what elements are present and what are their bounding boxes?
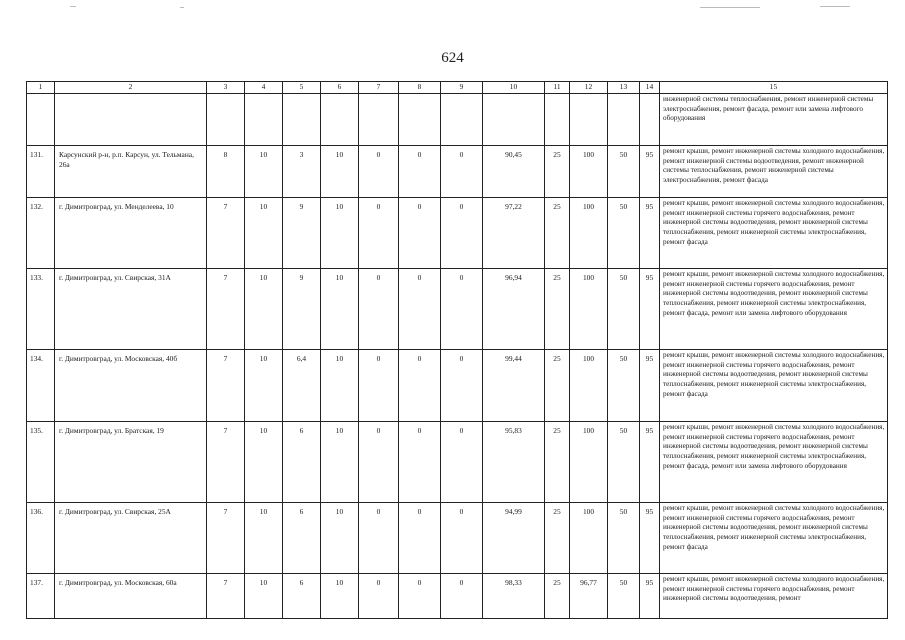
value-cell: 95 [640, 503, 660, 574]
value-cell: 10 [321, 574, 359, 619]
value-cell: 7 [207, 198, 245, 269]
value-cell: 0 [359, 146, 399, 198]
column-header: 12 [570, 82, 608, 94]
value-cell: 7 [207, 350, 245, 422]
works-cell: ремонт крыши, ремонт инженерной системы холодного водоснабжения, ремонт инженерной системы водоотведения, ремонт инженерной системы теплоснабжения, ремонт инженерной системы электроснабжения, ремонт фасада [660, 146, 888, 198]
value-cell: 0 [399, 350, 441, 422]
value-cell: 0 [441, 422, 483, 503]
value-cell: 0 [441, 146, 483, 198]
value-cell: 50 [608, 422, 640, 503]
value-cell: 97,22 [483, 198, 545, 269]
table-row [27, 198, 888, 269]
value-cell: 0 [359, 350, 399, 422]
value-cell: 95 [640, 146, 660, 198]
table-row [27, 503, 888, 574]
value-cell: 10 [245, 574, 283, 619]
value-cell: 10 [321, 198, 359, 269]
value-cell: 90,45 [483, 146, 545, 198]
value-cell: 7 [207, 574, 245, 619]
value-cell: 100 [570, 422, 608, 503]
value-cell: 9 [283, 198, 321, 269]
value-cell: 9 [283, 269, 321, 350]
value-cell: 0 [441, 503, 483, 574]
value-cell: 0 [359, 422, 399, 503]
value-cell: 0 [359, 503, 399, 574]
value-cell: 0 [359, 574, 399, 619]
table-row [27, 269, 888, 350]
value-cell: 6 [283, 503, 321, 574]
column-header: 15 [660, 82, 888, 94]
value-cell: 95 [640, 422, 660, 503]
column-header: 9 [441, 82, 483, 94]
value-cell: 6 [283, 422, 321, 503]
value-cell: 96,77 [570, 574, 608, 619]
value-cell: 50 [608, 269, 640, 350]
table-row [27, 574, 888, 619]
column-header: 1 [27, 82, 55, 94]
value-cell: 0 [359, 269, 399, 350]
value-cell: 7 [207, 269, 245, 350]
value-cell: 50 [608, 146, 640, 198]
value-cell: 7 [207, 422, 245, 503]
value-cell: 10 [245, 269, 283, 350]
row-index: 134. [27, 350, 55, 422]
value-cell: 0 [399, 269, 441, 350]
value-cell: 0 [441, 350, 483, 422]
value-cell: 96,94 [483, 269, 545, 350]
column-number-row [27, 82, 888, 94]
value-cell: 6,4 [283, 350, 321, 422]
value-cell: 3 [283, 146, 321, 198]
value-cell: 0 [399, 574, 441, 619]
column-header: 8 [399, 82, 441, 94]
value-cell: 25 [545, 574, 570, 619]
value-cell: 100 [570, 269, 608, 350]
value-cell: 10 [245, 422, 283, 503]
value-cell: 99,44 [483, 350, 545, 422]
column-header: 5 [283, 82, 321, 94]
address-cell: г. Димитровград, ул. Свирская, 31А [55, 269, 207, 350]
row-index: 135. [27, 422, 55, 503]
column-header: 7 [359, 82, 399, 94]
value-cell: 0 [441, 574, 483, 619]
value-cell: 0 [359, 198, 399, 269]
row-index: 131. [27, 146, 55, 198]
value-cell: 100 [570, 198, 608, 269]
value-cell: 98,33 [483, 574, 545, 619]
works-cell: ремонт крыши, ремонт инженерной системы холодного водоснабжения, ремонт инженерной системы горячего водоснабжения, ремонт инженерной системы водоотведения, ремонт [660, 574, 888, 619]
value-cell: 10 [321, 146, 359, 198]
value-cell: 10 [321, 350, 359, 422]
address-cell: г. Димитровград, ул. Братская, 19 [55, 422, 207, 503]
value-cell: 10 [245, 198, 283, 269]
column-header: 14 [640, 82, 660, 94]
page-number: 624 [441, 50, 464, 66]
value-cell: 50 [608, 503, 640, 574]
value-cell: 0 [399, 422, 441, 503]
value-cell: 8 [207, 146, 245, 198]
table-row [27, 422, 888, 503]
address-cell: г. Димитровград, ул. Свирская, 25А [55, 503, 207, 574]
works-cell: ремонт крыши, ремонт инженерной системы холодного водоснабжения, ремонт инженерной системы горячего водоснабжения, ремонт инженерной системы водоотведения, ремонт инженерной системы теплоснабжения, ремонт инженерной системы электроснабжения, ремонт фасада, ремонт или замена лифтового оборудования [660, 422, 888, 503]
value-cell: 25 [545, 422, 570, 503]
value-cell: 95,83 [483, 422, 545, 503]
value-cell: 25 [545, 146, 570, 198]
continuation-row [27, 94, 888, 146]
works-cell: ремонт крыши, ремонт инженерной системы холодного водоснабжения, ремонт инженерной системы горячего водоснабжения, ремонт инженерной системы водоотведения, ремонт инженерной системы теплоснабжения, ремонт инженерной системы электроснабжения, ремонт фасада [660, 350, 888, 422]
value-cell: 95 [640, 350, 660, 422]
column-header: 2 [55, 82, 207, 94]
row-index: 136. [27, 503, 55, 574]
value-cell: 100 [570, 503, 608, 574]
value-cell: 25 [545, 198, 570, 269]
value-cell: 100 [570, 146, 608, 198]
value-cell: 10 [321, 503, 359, 574]
works-cell: ремонт крыши, ремонт инженерной системы холодного водоснабжения, ремонт инженерной системы горячего водоснабжения, ремонт инженерной системы водоотведения, ремонт инженерной системы теплоснабжения, ремонт инженерной системы электроснабжения, ремонт фасада [660, 198, 888, 269]
value-cell: 10 [245, 503, 283, 574]
value-cell: 10 [245, 350, 283, 422]
table-row [27, 146, 888, 198]
value-cell: 0 [399, 198, 441, 269]
row-index: 137. [27, 574, 55, 619]
value-cell: 7 [207, 503, 245, 574]
value-cell: 0 [399, 503, 441, 574]
value-cell: 25 [545, 269, 570, 350]
column-header: 3 [207, 82, 245, 94]
value-cell: 25 [545, 350, 570, 422]
value-cell: 6 [283, 574, 321, 619]
value-cell: 100 [570, 350, 608, 422]
value-cell: 10 [245, 146, 283, 198]
value-cell: 95 [640, 574, 660, 619]
address-cell: г. Димитровград, ул. Московская, 40б [55, 350, 207, 422]
works-cell: инженерной системы теплоснабжения, ремонт инженерной системы электроснабжения, ремонт фасада, ремонт или замена лифтового оборудования [660, 94, 888, 146]
value-cell: 0 [399, 146, 441, 198]
column-header: 13 [608, 82, 640, 94]
column-header: 10 [483, 82, 545, 94]
value-cell: 25 [545, 503, 570, 574]
column-header: 6 [321, 82, 359, 94]
address-cell: Карсунский р-н, р.п. Карсун, ул. Тельмана, 26а [55, 146, 207, 198]
column-header: 11 [545, 82, 570, 94]
value-cell: 10 [321, 422, 359, 503]
works-cell: ремонт крыши, ремонт инженерной системы холодного водоснабжения, ремонт инженерной системы горячего водоснабжения, ремонт инженерной системы водоотведения, ремонт инженерной системы теплоснабжения, ремонт инженерной системы электроснабжения, ремонт фасада [660, 503, 888, 574]
row-index: 132. [27, 198, 55, 269]
value-cell: 50 [608, 198, 640, 269]
value-cell: 50 [608, 574, 640, 619]
housing-repair-table [26, 81, 888, 619]
works-cell: ремонт крыши, ремонт инженерной системы холодного водоснабжения, ремонт инженерной системы горячего водоснабжения, ремонт инженерной системы водоотведения, ремонт инженерной системы теплоснабжения, ремонт инженерной системы электроснабжения, ремонт фасада, ремонт или замена лифтового оборудования [660, 269, 888, 350]
address-cell: г. Димитровград, ул. Московская, 60а [55, 574, 207, 619]
value-cell: 95 [640, 198, 660, 269]
value-cell: 0 [441, 198, 483, 269]
value-cell: 50 [608, 350, 640, 422]
column-header: 4 [245, 82, 283, 94]
address-cell: г. Димитровград, ул. Менделеева, 10 [55, 198, 207, 269]
value-cell: 95 [640, 269, 660, 350]
value-cell: 10 [321, 269, 359, 350]
table-row [27, 350, 888, 422]
value-cell: 0 [441, 269, 483, 350]
value-cell: 94,99 [483, 503, 545, 574]
row-index: 133. [27, 269, 55, 350]
